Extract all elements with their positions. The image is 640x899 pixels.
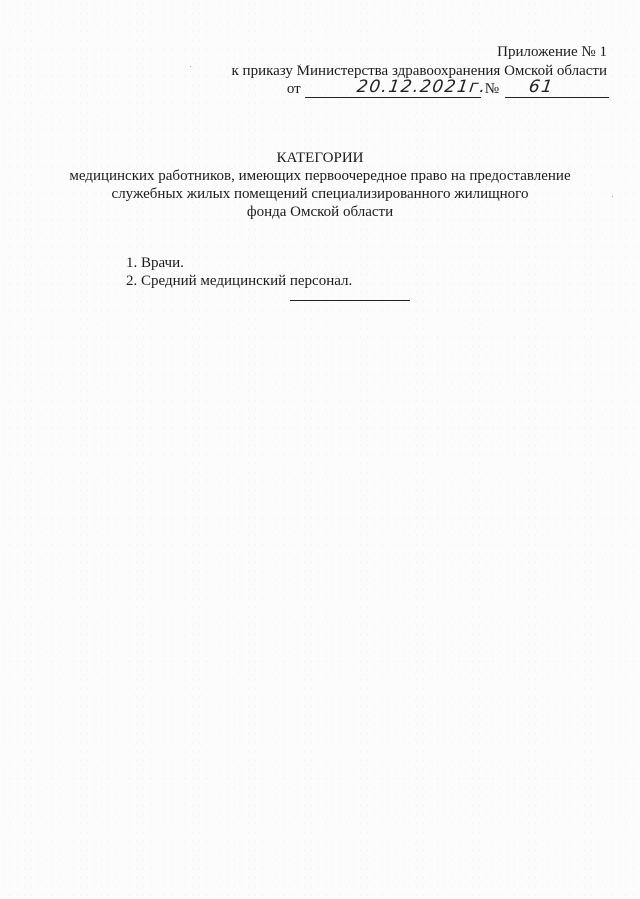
category-list [126,254,352,290]
scan-speck [190,66,191,67]
list-item: 1. Врачи. [126,255,184,271]
handwritten-date: 20.12.2021г. [355,77,488,97]
title-line-2: служебных жилых помещений специализированного жилищного [111,186,529,202]
scan-speck [612,196,613,197]
list-item: 2. Средний медицинский персонал. [126,273,353,289]
document-title: КАТЕГОРИИ [276,150,364,166]
number-sign: № [484,81,499,97]
date-prefix: от [286,81,301,97]
date-field [305,77,488,98]
scan-speck [300,64,301,65]
title-line-1: медицинских работников, имеющих первоочередное право на предоставление [69,168,571,184]
order-date-line [286,77,609,98]
appendix-title: Приложение № 1 [497,44,607,60]
handwritten-number: 61 [527,77,556,97]
title-line-3: фонда Омской области [246,204,394,220]
number-field [505,77,609,98]
order-reference: к приказу Министерства здравоохранения Омской области [231,63,607,79]
end-rule [290,300,410,301]
